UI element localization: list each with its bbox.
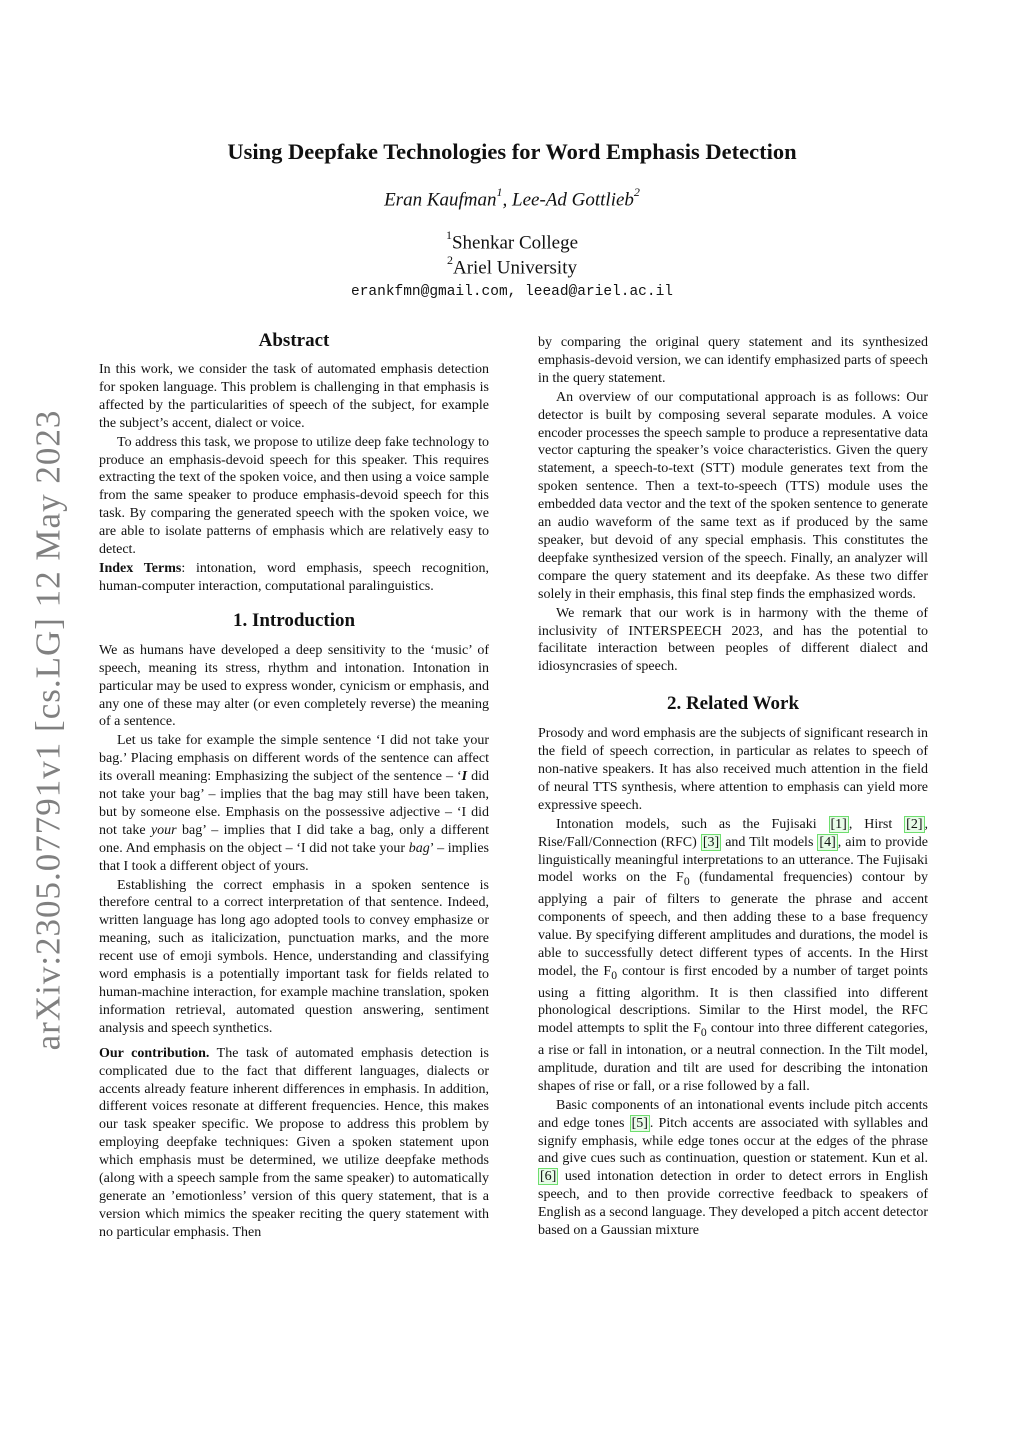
overview-paragraph: An overview of our computational approach is as follows: Our detector is built by composing several separate modules. A voice encoder processes the speech sample to produce a representative data vector capturing the speaker’s voice characteristics. Given the query statement, a speech-to-text (STT) module generates text from the spoken sentence. Then a text-to-speech (TTS) module uses the embedded data vector and the text of the spoken sentence to generate an audio waveform of the same text as if produced by the same speaker, but devoid of any special emphasis. This constitutes the deepfake synthesized version of the speech. Finally, an analyzer will compare the query statement and its deepfake. As these two differ solely in their emphasis, this final step finds the emphasized words. — [538, 389, 928, 602]
remark-paragraph: We remark that our work is in harmony with the theme of inclusivity of INTERSPEECH 2023, and has the potential to facilitate interaction between peoples of different dialect and idiosyncrasies of speech. — [538, 605, 928, 675]
affiliation-2-name: Ariel University — [452, 257, 577, 279]
author-2: Lee-Ad Gottlieb — [512, 189, 634, 211]
affiliation-2 — [0, 255, 1024, 279]
citation-link-6[interactable]: [6] — [540, 1169, 557, 1185]
paper-title: Using Deepfake Technologies for Word Emphasis Detection — [227, 139, 797, 164]
intro-p2-emph-your: your — [150, 822, 177, 838]
intro-p2-text-d: ’ – implies that I took a different object of yours. — [99, 840, 489, 874]
author-emails: erankfmn@gmail.com, leead@ariel.ac.il — [351, 284, 673, 300]
related-p3-text-a: Basic components of an intonational events include pitch accents and edge tones — [538, 1097, 928, 1131]
citation-link-3[interactable]: [3] — [702, 834, 720, 850]
related-paragraph-2 — [538, 816, 928, 1096]
f0-subscript-3: 0 — [700, 1026, 707, 1040]
intro-paragraph-3: Establishing the correct emphasis in a spoken sentence is therefore central to a correct interpretation of that sentence. Indeed, written language has long ago adopted tools to convey emphasize or meaning, such as italicization, punctuation marks, and the more recent use of emoji symbols. Hence, understanding and classifying word emphasis is a potentially important task for fields related to human-machine interaction, for example machine translation, spoken information retrieval, automated question answering, sentiment analysis and speech synthetics. — [99, 877, 489, 1036]
abstract-paragraph-2: To address this task, we propose to utilize deep fake technology to produce an emphasis-devoid speech for this speaker. This requires extracting the text of the spoken voice, and then using a voice sample from the same speaker to produce emphasis-devoid speech for this task. By comparing the generated speech with the spoken voice, we are able to isolate patterns of emphasis which are relatively easy to detect. — [99, 434, 489, 558]
intro-p2-text-c: bag’ – implies that I did take a bag, only a different one. And emphasis on the object – ‘I did not take your — [99, 822, 489, 856]
right-column — [538, 334, 928, 1240]
abstract-heading: Abstract — [258, 330, 330, 351]
author-line — [0, 187, 1024, 211]
intro-p2-text-b: did not take your bag’ – implies that the bag may still have been taken, but by someone else. Emphasis on the possessive adjective – ‘I did not take — [99, 769, 489, 838]
arxiv-stamp — [28, 400, 68, 1060]
intro-p2-text-a: Let us take for example the simple sentence ‘I did not take your bag.’ Placing emphasis on different words of the sentence can affect its overall meaning: Emphasizing the subject of the sentence – ‘ — [99, 733, 489, 785]
related-p2-text-d: and Tilt models — [721, 834, 818, 850]
affiliation-2-mark: 2 — [446, 253, 453, 267]
citation-link-2[interactable]: [2] — [906, 816, 923, 832]
intro-paragraph-2 — [99, 732, 489, 875]
left-column — [99, 330, 489, 1242]
index-terms-text: : intonation, word emphasis, speech recognition, human-computer interaction, computational paralinguistics. — [99, 560, 489, 594]
f0-subscript-2: 0 — [611, 968, 618, 982]
affiliation-1-name: Shenkar College — [451, 232, 579, 254]
related-p2-text-b: , Hirst — [848, 816, 905, 832]
author-1-affiliation-mark: 1 — [496, 185, 503, 199]
author-2-affiliation-mark: 2 — [633, 185, 640, 199]
index-terms — [99, 560, 489, 596]
related-p2-text-h: contour into three different categories, a rise or fall in intonation, or a neutral connection. In the Tilt model, amplitude, duration and tilt are used for describing the intonation shapes of rise or fall, or a rise followed by a fall. — [538, 1021, 928, 1094]
arxiv-stamp-text: arXiv:2305.07791v1 [cs.LG] 12 May 2023 — [28, 409, 68, 1051]
intro-p2-emph-i: I — [461, 769, 468, 785]
intro-p2-emph-bag: bag — [408, 840, 430, 856]
related-p2-text-e: , aim to provide linguistically meaningful interpretations to an utterance. The Fujisaki model works on the F — [538, 834, 928, 886]
citation-link-1[interactable]: [1] — [830, 816, 847, 832]
related-work-heading: 2. Related Work — [666, 693, 800, 715]
contribution-paragraph — [99, 1045, 489, 1242]
index-terms-label: Index Terms — [99, 560, 182, 576]
related-p2-text-f: (fundamental frequencies) contour by applying a pair of filters to generate the phrase and accent components of speech, and then adding these to a base frequency value. By specifying different amplitudes and durations, the model is able to successfully detect different types of accents. In the Hirst model, the F — [538, 870, 928, 979]
related-p2-text-g: contour is first encoded by a number of target points using a fitting algorithm. It is then classified into different phonological descriptions. Similar to the Hirst model, the RFC model attempts to split the F — [538, 963, 928, 1037]
citation-link-5[interactable]: [5] — [631, 1115, 648, 1131]
abstract-paragraph-1: In this work, we consider the task of automated emphasis detection for spoken language. This problem is challenging in that emphasis is affected by the particularities of speech of the subject, for example the subject’s accent, dialect or voice. — [99, 362, 489, 431]
related-paragraph-1: Prosody and word emphasis are the subjects of significant research in the field of speech correction, in particular as relates to speech of non-native speakers. It has also received much attention in the field of neural TTS synthesis, where attention to emphasis can yield more expressive speech. — [538, 726, 928, 813]
related-p2-text-a: Intonation models, such as the Fujisaki — [556, 816, 829, 832]
introduction-heading: 1. Introduction — [232, 609, 356, 631]
continuation-paragraph: by comparing the original query statement and its synthesized emphasis-devoid version, we can identify emphasized parts of speech in the query statement. — [538, 335, 928, 386]
f0-subscript-1: 0 — [683, 875, 690, 889]
related-p3-text-b: . Pitch accents are associated with syllables and signify emphasis, while edge tones occur at the edges of the phrase and give cues such as continuation, question or statement. Kun et al. — [538, 1115, 928, 1167]
author-separator: , — [502, 189, 513, 211]
affiliation-1 — [0, 230, 1024, 254]
contribution-label: Our contribution. — [99, 1045, 210, 1061]
affiliation-1-mark: 1 — [445, 228, 452, 242]
intro-paragraph-1: We as humans have developed a deep sensitivity to the ‘music’ of speech, meaning its stress, rhythm and intonation. Intonation in particular may be used to express wonder, cynicism or emphasis, and any one of these may alter (or even completely reverse) the meaning of a sentence. — [99, 642, 489, 730]
related-p2-text-c: , Rise/Fall/Connection (RFC) — [538, 816, 928, 850]
contribution-text: The task of automated emphasis detection is complicated due to the fact that different languages, dialects or accents already feature inherent differences in emphasis. In addition, different voices resonate at different frequencies. Hence, this makes our task speaker specific. We propose to address this problem by employing deepfake techniques: Given a spoken statement upon which emphasis must be determined, we utilize deepfake methods (along with a speech sample from the same speaker) to automatically generate an ’emotionless’ version of this query statement, that is a version which mimics the speaker reciting the query statement with no particular emphasis. Then — [99, 1045, 490, 1240]
author-1: Eran Kaufman — [384, 189, 497, 211]
related-paragraph-3 — [538, 1097, 928, 1240]
citation-link-4[interactable]: [4] — [819, 834, 836, 850]
related-p3-text-c: used intonation detection in order to detect errors in English speech, and to then provide corrective feedback to speakers of English as a second language. They developed a pitch accent detector based on a Gaussian mixture — [538, 1169, 928, 1239]
